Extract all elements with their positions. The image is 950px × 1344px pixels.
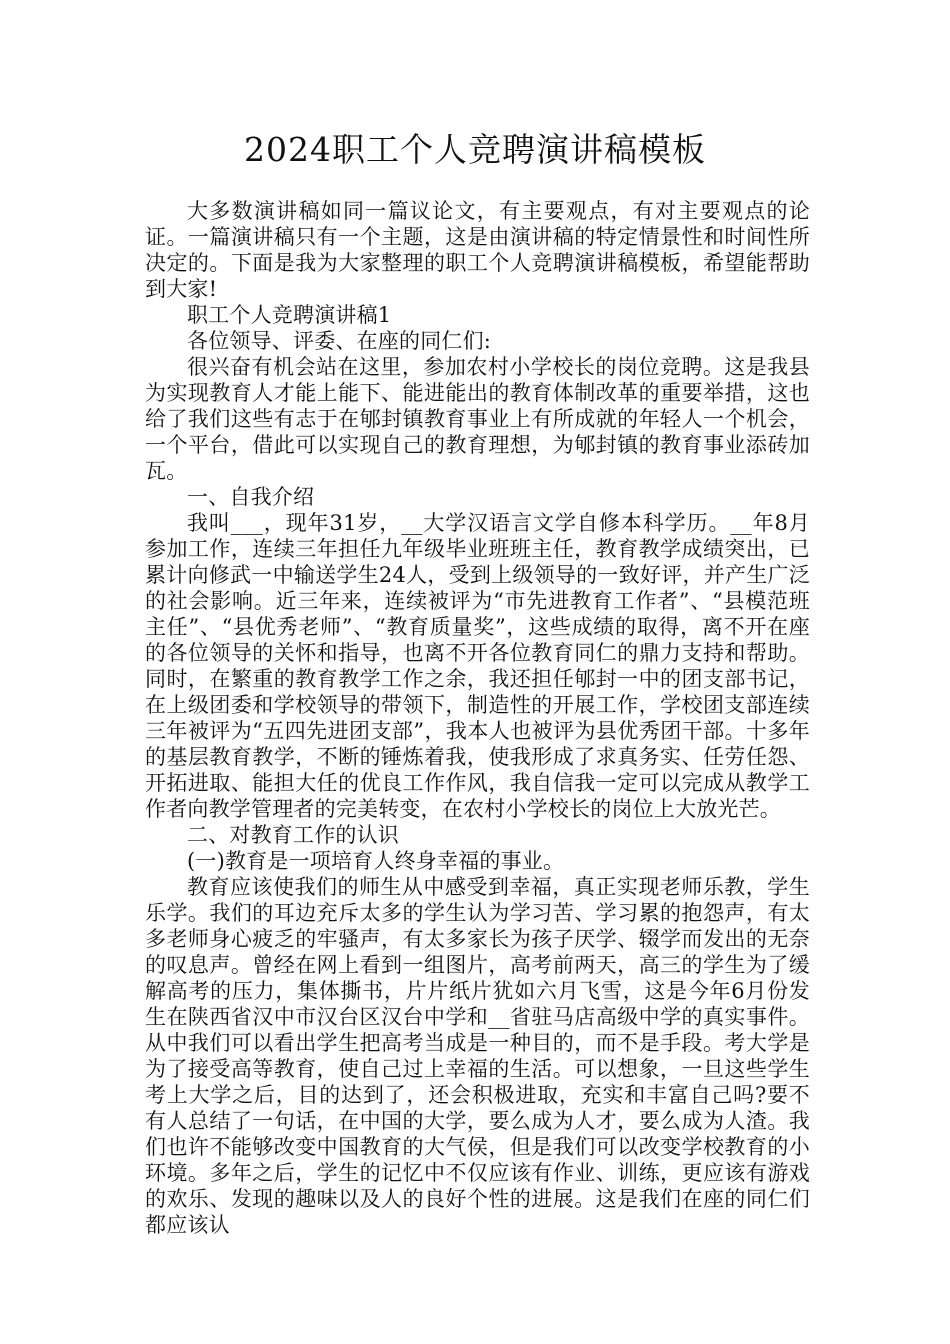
speech-heading: 职工个人竞聘演讲稿1 xyxy=(187,303,392,327)
section-heading-self-intro: 一、自我介绍 xyxy=(187,485,315,509)
opening-paragraph: 很兴奋有机会站在这里，参加农村小学校长的岗位竞聘。这是我县为实现教育人才能上能下、能进能出的教育体制改革的重要举措，这也给了我们这些有志于在郇封镇教育事业上有所成就的年轻人一个机会，一个平台，借此可以实现自己的教育理想，为郇封镇的教育事业添砖加瓦。 xyxy=(145,355,810,483)
document-title: 2024职工个人竞聘演讲稿模板 xyxy=(244,130,706,169)
salutation: 各位领导、评委、在座的同仁们: xyxy=(187,329,492,353)
document-body xyxy=(145,198,810,1238)
self-intro-paragraph: 我叫___，现年31岁，__大学汉语言文学自修本科学历。__年8月参加工作，连续三年担任九年级毕业班班主任，教育教学成绩突出，已累计向修武一中输送学生24人，受到上级领导的一致好评，并产生广泛的社会影响。近三年来，连续被评为“市先进教育工作者”、“县模范班主任”、“县优秀老师”、“教育质量奖”，这些成绩的取得，离不开在座的各位领导的关怀和指导，也离不开各位教育同仁的鼎力支持和帮助。同时，在繁重的教育教学工作之余，我还担任郇封一中的团支部书记，在上级团委和学校领导的带领下，制造性的开展工作，学校团支部连续三年被评为“五四先进团支部”，我本人也被评为县优秀团干部。十多年的基层教育教学，不断的锤炼着我，使我形成了求真务实、任劳任怨、开拓进取、能担大任的优良工作作风，我自信我一定可以完成从教学工作者向教学管理者的完美转变，在农村小学校长的岗位上大放光芒。 xyxy=(145,511,810,821)
subsection-heading-1: (一)教育是一项培育人终身幸福的事业。 xyxy=(187,849,565,873)
section-heading-education: 二、对教育工作的认识 xyxy=(187,823,399,847)
intro-paragraph: 大多数演讲稿如同一篇议论文，有主要观点，有对主要观点的论证。一篇演讲稿只有一个主题，这是由演讲稿的特定情景性和时间性所决定的。下面是我为大家整理的职工个人竞聘演讲稿模板，希望能帮助到大家! xyxy=(145,199,810,301)
education-paragraph: 教育应该使我们的师生从中感受到幸福，真正实现老师乐教，学生乐学。我们的耳边充斥太多的学生认为学习苦、学习累的抱怨声，有太多老师身心疲乏的牢骚声，有太多家长为孩子厌学、辍学而发出的无奈的叹息声。曾经在网上看到一组图片，高考前两天，高三的学生为了缓解高考的压力，集体撕书，片片纸片犹如六月飞雪，这是今年6月份发生在陕西省汉中市汉台区汉台中学和__省驻马店高级中学的真实事件。从中我们可以看出学生把高考当成是一种目的，而不是手段。考大学是为了接受高等教育，使自己过上幸福的生活。可以想象，一旦这些学生考上大学之后，目的达到了，还会积极进取，充实和丰富自己吗?要不有人总结了一句话，在中国的大学，要么成为人才，要么成为人渣。我们也许不能够改变中国教育的大气侯，但是我们可以改变学校教育的小环境。多年之后，学生的记忆中不仅应该有作业、训练，更应该有游戏的欢乐、发现的趣味以及人的良好个性的进展。这是我们在座的同仁们都应该认 xyxy=(145,875,810,1237)
